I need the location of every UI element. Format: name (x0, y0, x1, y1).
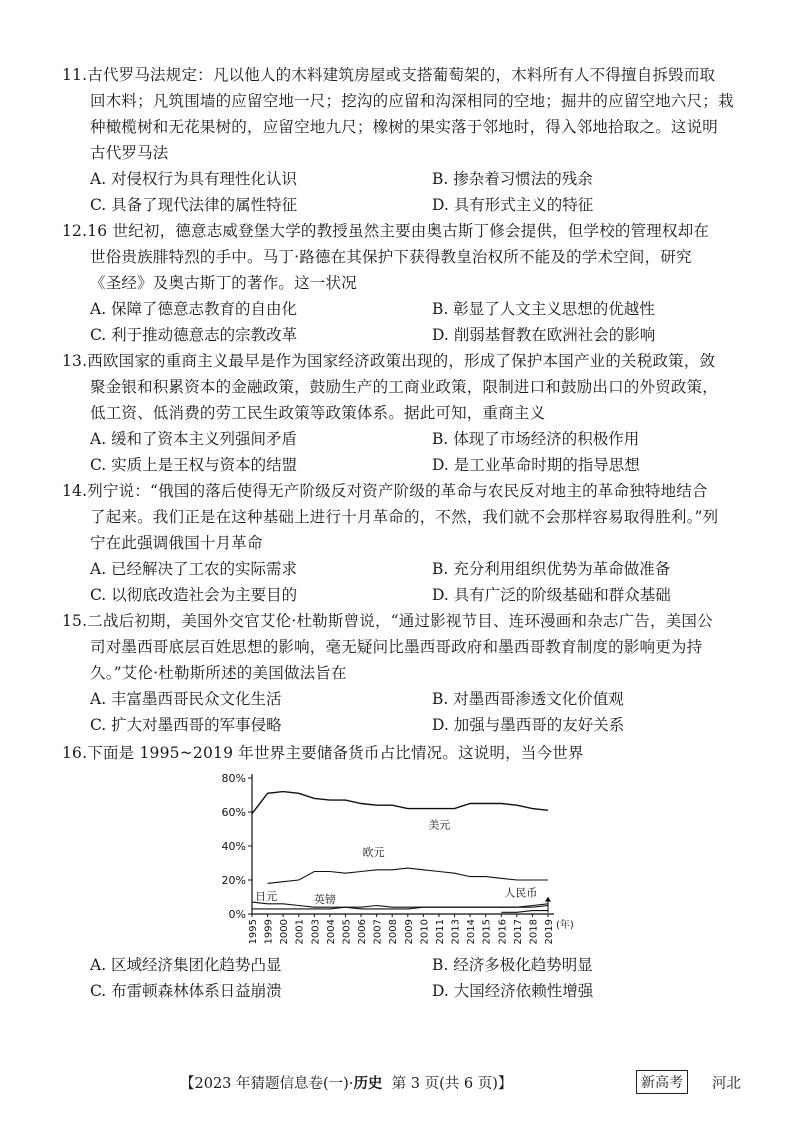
x-tick-label: 2004 (325, 919, 337, 945)
question-15 (62, 608, 752, 686)
x-tick-label: 2000 (279, 919, 291, 945)
rmb-arrow-head (545, 897, 551, 902)
question-line: 低工资、低消费的劳工民生政策等政策体系。据此可知，重商主义 (90, 404, 546, 422)
x-tick-label: 2016 (497, 919, 509, 945)
footer-region: 河北 (712, 1076, 741, 1092)
question-line: 14.列宁说：“俄国的落后使得无产阶级反对资产阶级的革命与农民反对地主的革命独特地结合 (62, 482, 708, 500)
option-d[interactable]: D. 削弱基督教在欧洲社会的影响 (432, 326, 656, 344)
question-13 (62, 348, 752, 426)
footer-subject: 历史 (353, 1075, 383, 1092)
series-line-4 (501, 911, 548, 913)
y-tick-label: 60% (221, 806, 246, 819)
footer-badge: 新高考 (636, 1070, 688, 1094)
x-tick-label: 2009 (403, 919, 415, 945)
x-tick-label: 2010 (419, 919, 431, 945)
option-b[interactable]: B. 彰显了人文主义思想的优越性 (432, 300, 655, 318)
option-c[interactable]: C. 以彻底改造社会为主要目的 (90, 586, 298, 604)
question-line: 久。”艾伦·杜勒斯所述的美国做法旨在 (90, 664, 347, 682)
line-chart (210, 768, 590, 948)
option-c[interactable]: C. 实质上是王权与资本的结盟 (90, 456, 298, 474)
x-tick-label: 2006 (357, 919, 369, 945)
x-tick-label: 2013 (450, 919, 462, 945)
question-line: 司对墨西哥底层百姓思想的影响，毫无疑问比墨西哥政府和墨西哥教育制度的影响更为持 (90, 638, 703, 656)
option-a[interactable]: A. 保障了德意志教育的自由化 (90, 300, 298, 318)
option-b[interactable]: B. 掺杂着习惯法的残余 (432, 170, 593, 188)
series-label: 英镑 (313, 892, 336, 906)
x-tick-label: 2017 (512, 919, 524, 945)
footer-title (180, 1072, 512, 1093)
x-tick-label: 2005 (341, 919, 353, 945)
question-line: 聚金银和积累资本的金融政策，鼓励生产的工商业政策，限制进口和鼓励出口的外贸政策， (90, 378, 719, 396)
series-line-0 (252, 792, 548, 814)
series-line-2 (252, 902, 548, 909)
question-line: 宁在此强调俄国十月革命 (90, 534, 263, 552)
series-line-1 (268, 868, 548, 883)
x-tick-label: 2018 (528, 919, 540, 945)
question-16-options (62, 952, 752, 1004)
option-a[interactable]: A. 对侵权行为具有理性化认识 (90, 170, 298, 188)
option-b[interactable]: B. 对墨西哥渗透文化价值观 (432, 690, 624, 708)
question-13-options (62, 426, 752, 478)
y-tick-label: 0% (228, 908, 246, 921)
x-tick-label: 2011 (434, 919, 446, 945)
x-tick-label: 2001 (294, 919, 306, 945)
option-a[interactable]: A. 区域经济集团化趋势凸显 (90, 956, 282, 974)
x-tick-label: 1995 (248, 919, 259, 945)
option-d[interactable]: D. 加强与墨西哥的友好关系 (432, 716, 625, 734)
question-14 (62, 478, 752, 556)
question-11 (62, 62, 752, 166)
option-b[interactable]: B. 充分利用组织优势为革命做准备 (432, 560, 671, 578)
question-12 (62, 218, 752, 296)
question-14-options (62, 556, 752, 608)
question-15-options (62, 686, 752, 738)
x-tick-label: 2007 (372, 919, 384, 945)
x-tick-label: 2008 (388, 919, 400, 945)
option-d[interactable]: D. 具有广泛的阶级基础和群众基础 (432, 586, 671, 604)
page-footer (0, 1070, 794, 1096)
question-16 (62, 740, 752, 766)
question-line: 古代罗马法 (90, 144, 169, 162)
option-d[interactable]: D. 具有形式主义的特征 (432, 196, 594, 214)
reserve-currency-chart (210, 768, 590, 948)
y-tick-label: 40% (221, 840, 246, 853)
option-b[interactable]: B. 经济多极化趋势明显 (432, 956, 593, 974)
question-line: 13.西欧国家的重商主义最早是作为国家经济政策出现的，形成了保护本国产业的关税政策，敛 (62, 352, 716, 370)
option-c[interactable]: C. 扩大对墨西哥的军事侵略 (90, 716, 282, 734)
option-a[interactable]: A. 已经解决了工农的实际需求 (90, 560, 298, 578)
option-a[interactable]: A. 缓和了资本主义列强间矛盾 (90, 430, 298, 448)
series-label: 美元 (428, 818, 451, 832)
footer-prefix: 【2023 年猜题信息卷(一)· (180, 1076, 354, 1092)
question-line: 16.下面是 1995~2019 年世界主要储备货币占比情况。这说明，当今世界 (62, 744, 584, 762)
y-tick-label: 20% (221, 874, 246, 887)
x-tick-label: 2015 (481, 919, 493, 945)
question-11-options (62, 166, 752, 218)
x-unit-label: (年) (556, 920, 574, 931)
option-d[interactable]: D. 是工业革命时期的指导思想 (432, 456, 640, 474)
x-tick-label: 2014 (466, 919, 478, 945)
question-line: 世俗贵族腓特烈的手中。马丁·路德在其保护下获得教皇治权所不能及的学术空间，研究 (90, 248, 692, 266)
question-line: 种橄榄树和无花果树的，应留空地九尺；橡树的果实落于邻地时，得入邻地拾取之。这说明 (90, 118, 719, 136)
footer-page-number: 第 3 页(共 6 页)】 (391, 1076, 513, 1092)
option-a[interactable]: A. 丰富墨西哥民众文化生活 (90, 690, 282, 708)
series-label: 人民币 (504, 886, 538, 900)
option-c[interactable]: C. 具备了现代法律的属性特征 (90, 196, 298, 214)
question-line: 12.16 世纪初，德意志威登堡大学的教授虽然主要由奥古斯丁修会提供，但学校的管理权却在 (62, 222, 710, 240)
option-c[interactable]: C. 布雷顿森林体系日益崩溃 (90, 982, 282, 1000)
question-line: 《圣经》及奥古斯丁的著作。这一状况 (90, 274, 357, 292)
question-line: 15.二战后初期，美国外交官艾伦·杜勒斯曾说，“通过影视节目、连环漫画和杂志广告，美国公 (62, 612, 713, 630)
x-tick-label: 1999 (263, 919, 275, 945)
option-c[interactable]: C. 利于推动德意志的宗教改革 (90, 326, 298, 344)
option-d[interactable]: D. 大国经济依赖性增强 (432, 982, 594, 1000)
x-tick-label: 2003 (310, 919, 322, 945)
question-line: 了起来。我们正是在这种基础上进行十月革命的，不然，我们就不会那样容易取得胜利。”列 (90, 508, 719, 526)
question-line: 11.古代罗马法规定：凡以他人的木料建筑房屋或支搭葡萄架的，木料所有人不得擅自拆毁而取 (62, 66, 716, 84)
series-label: 日元 (255, 889, 278, 903)
series-label: 欧元 (362, 845, 385, 859)
question-line: 回木料；凡筑围墙的应留空地一尺；挖沟的应留和沟深相同的空地；掘井的应留空地六尺；栽 (90, 92, 734, 110)
y-tick-label: 80% (221, 772, 246, 785)
question-12-options (62, 296, 752, 348)
option-b[interactable]: B. 体现了市场经济的积极作用 (432, 430, 640, 448)
x-tick-label: 2019 (544, 919, 555, 945)
